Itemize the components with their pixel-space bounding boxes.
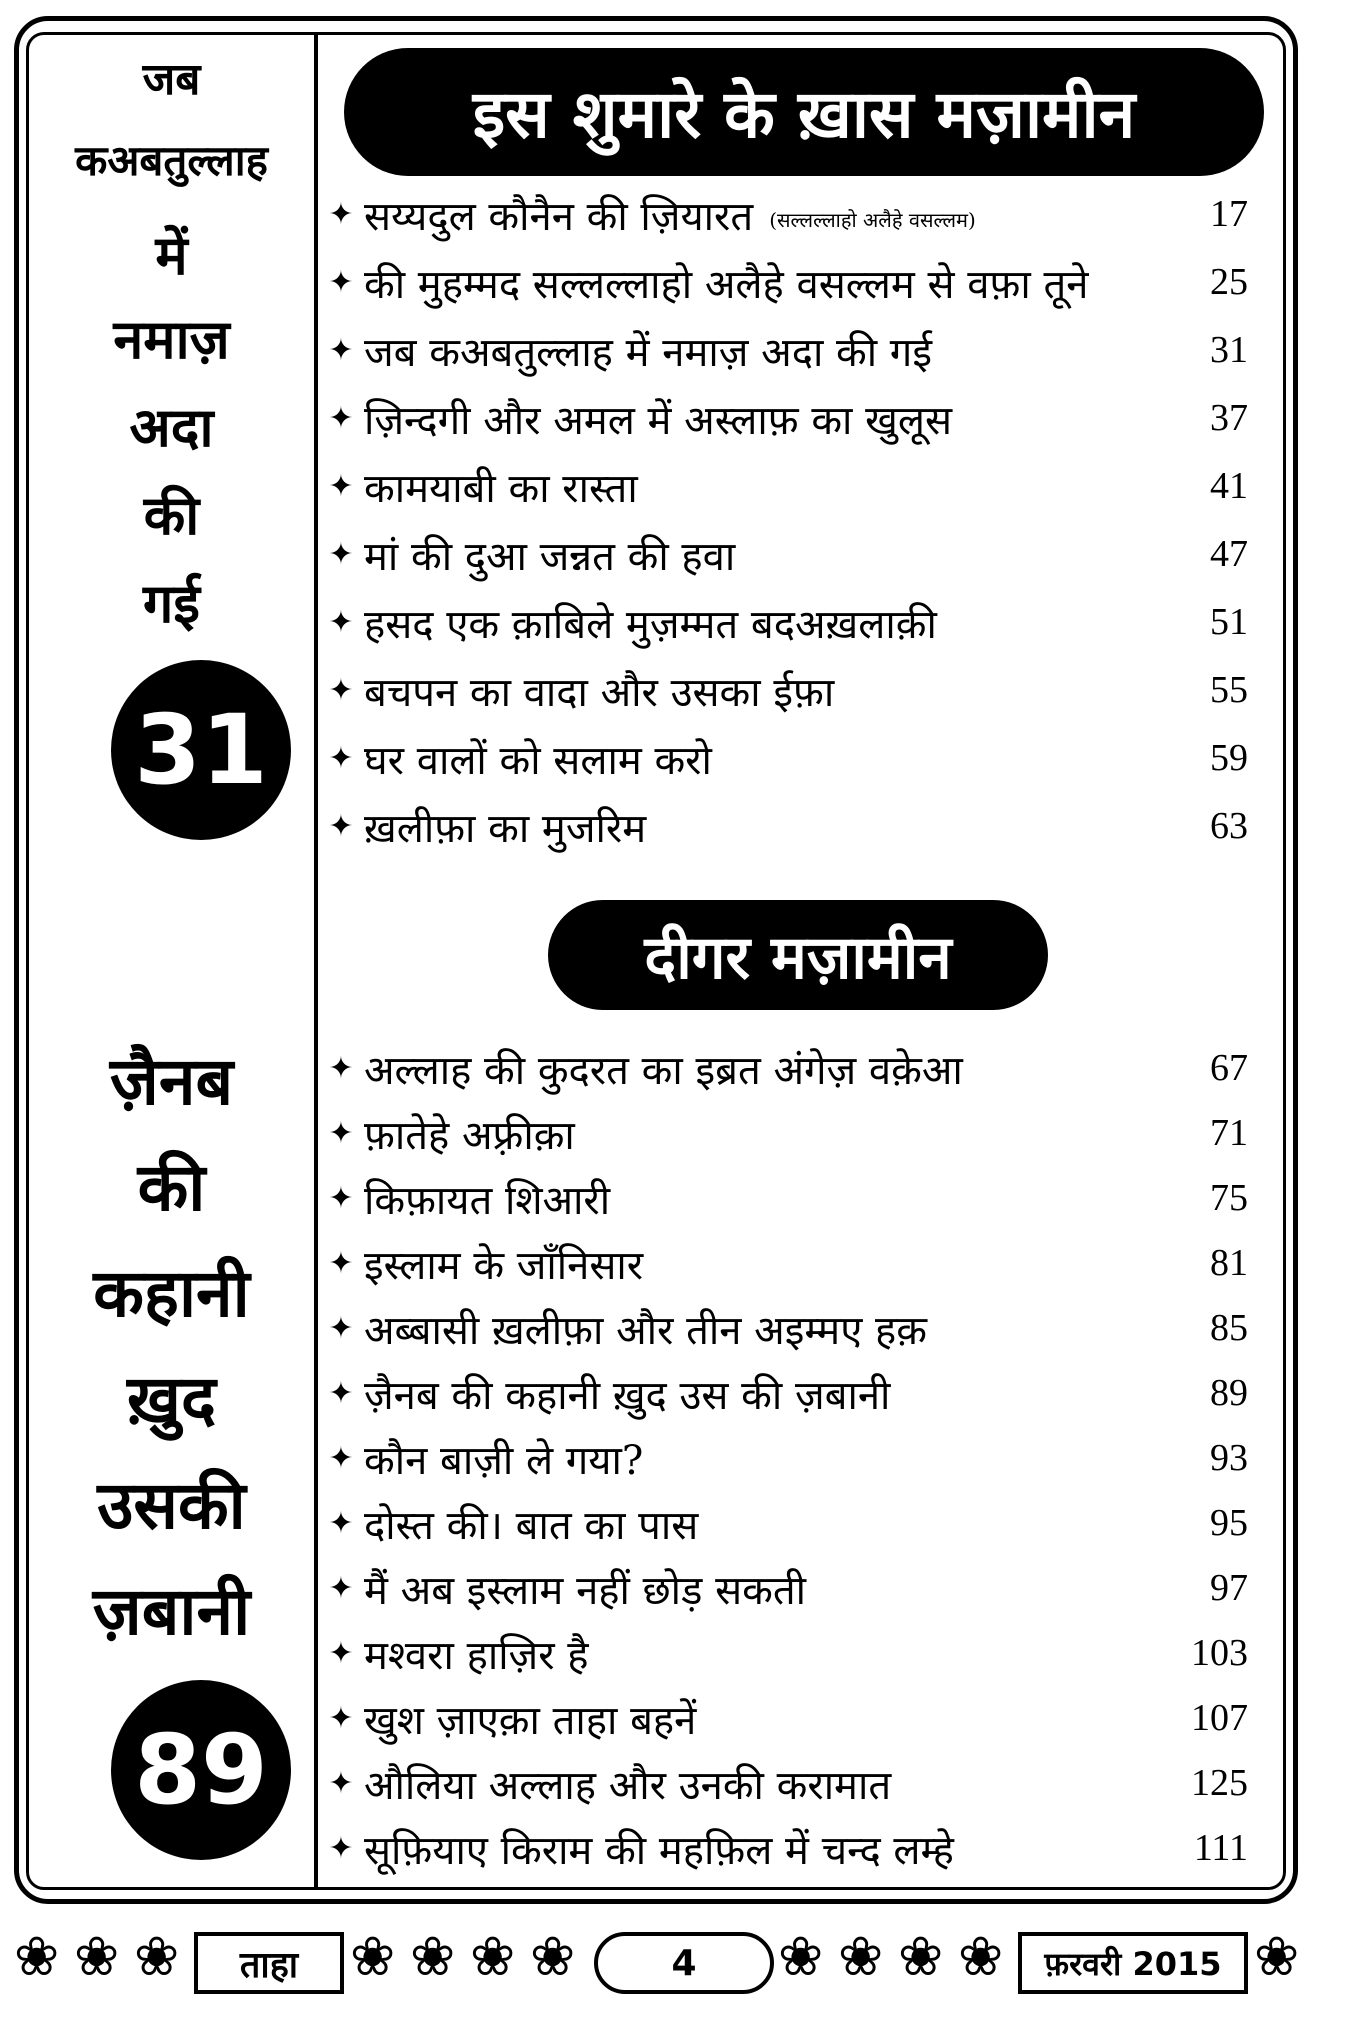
toc-title-text: सूफ़ियाए किराम की महफ़िल में चन्द लम्हे — [364, 1827, 954, 1874]
left-word: अदा — [129, 395, 214, 459]
toc-row — [318, 1495, 1278, 1551]
toc-page-number: 85 — [1210, 1307, 1248, 1349]
toc-page-number: 51 — [1210, 601, 1248, 643]
toc-page-number: 95 — [1210, 1502, 1248, 1544]
toc-row — [318, 1690, 1278, 1746]
toc-page-number: 71 — [1210, 1112, 1248, 1154]
toc-title-text: की मुहम्मद सल्लल्लाहो अलैहे वसल्लम से वफ़ा तूने — [364, 261, 1089, 308]
toc-page-number: 97 — [1210, 1567, 1248, 1609]
toc-title-text: ज़िन्दगी और अमल में अस्लाफ़ का खुलूस — [364, 397, 953, 444]
toc-row — [318, 1625, 1278, 1681]
toc-page-number: 67 — [1210, 1047, 1248, 1089]
toc-title — [364, 595, 1158, 650]
toc-row — [318, 526, 1278, 582]
toc-page-number: 63 — [1210, 805, 1248, 847]
left-word: ज़ैनब — [109, 1042, 234, 1120]
left-word: जब — [142, 54, 201, 105]
bullet-icon: ✦ — [328, 740, 354, 776]
toc-title — [364, 1301, 1158, 1356]
footer — [14, 1918, 1314, 2008]
toc-page-number: 37 — [1210, 397, 1248, 439]
toc-title-text: मां की दुआ जन्नत की हवा — [364, 533, 736, 580]
toc-title-text: अब्बासी ख़लीफ़ा और तीन अइम्मए हक़ — [364, 1307, 928, 1354]
bullet-icon: ✦ — [328, 1635, 354, 1671]
toc-title-text: किफ़ायत शिआरी — [364, 1177, 611, 1224]
bullet-icon: ✦ — [328, 1440, 354, 1476]
toc-page-number: 89 — [1210, 1372, 1248, 1414]
bullet-icon: ✦ — [328, 400, 354, 436]
flower-icon: ❀ — [134, 1925, 180, 1988]
toc-title — [364, 1756, 1158, 1811]
bullet-icon: ✦ — [328, 1375, 354, 1411]
flower-icon: ❀ — [898, 1925, 944, 1988]
toc-title-text: खुश ज़ाएक़ा ताहा बहनें — [364, 1697, 697, 1744]
toc-title-note: (सल्लल्लाहो अलैहे वसल्लम) — [769, 208, 976, 232]
toc-row — [318, 594, 1278, 650]
left-word: ख़ुद — [126, 1360, 217, 1438]
bullet-icon: ✦ — [328, 1115, 354, 1151]
toc-title-text: इस्लाम के जाँनिसार — [364, 1242, 644, 1289]
toc-title — [364, 1431, 1158, 1486]
toc-page-number: 107 — [1191, 1697, 1248, 1739]
toc-title — [364, 1691, 1158, 1746]
toc-title-text: जब कअबतुल्लाह में नमाज़ अदा की गई — [364, 329, 932, 376]
toc-title-text: औलिया अल्लाह और उनकी करामात — [364, 1762, 892, 1809]
flower-icon: ❀ — [74, 1925, 120, 1988]
toc-title-text: घर वालों को सलाम करो — [364, 737, 712, 784]
toc-title — [364, 799, 1158, 854]
toc-row — [318, 1040, 1278, 1096]
toc-row — [318, 390, 1278, 446]
toc-row — [318, 186, 1278, 242]
toc-page-number: 59 — [1210, 737, 1248, 779]
toc-page-number: 55 — [1210, 669, 1248, 711]
toc-row — [318, 1365, 1278, 1421]
toc-title-text: ज़ैनब की कहानी ख़ुद उस की ज़बानी — [364, 1372, 891, 1419]
flower-icon: ❀ — [410, 1925, 456, 1988]
toc-row — [318, 458, 1278, 514]
toc-page-number: 111 — [1193, 1827, 1248, 1869]
toc-row — [318, 1170, 1278, 1226]
toc-title — [364, 1106, 1158, 1161]
bullet-icon: ✦ — [328, 196, 354, 232]
left-word: की — [137, 1148, 206, 1226]
toc-page-number: 31 — [1210, 329, 1248, 371]
left-word: ज़बानी — [92, 1572, 251, 1650]
magazine-name: ताहा — [194, 1932, 344, 1994]
toc-page-number: 41 — [1210, 465, 1248, 507]
page-number: 4 — [594, 1932, 774, 1994]
left-word: कहानी — [93, 1254, 250, 1332]
special-section-header: इस शुमारे के ख़ास मज़ामीन — [344, 48, 1264, 176]
toc-title-text: बचपन का वादा और उसका ईफ़ा — [364, 669, 835, 716]
toc-title-text: ख़लीफ़ा का मुजरिम — [364, 805, 647, 852]
bullet-icon: ✦ — [328, 1505, 354, 1541]
toc-title-text: कामयाबी का रास्ता — [364, 465, 638, 512]
bullet-icon: ✦ — [328, 1700, 354, 1736]
toc-page-number: 125 — [1191, 1762, 1248, 1804]
bullet-icon: ✦ — [328, 1050, 354, 1086]
toc-page-number: 17 — [1210, 193, 1248, 235]
left-word: नमाज़ — [113, 307, 230, 371]
toc-row — [318, 1560, 1278, 1616]
bullet-icon: ✦ — [328, 604, 354, 640]
bullet-icon: ✦ — [328, 1830, 354, 1866]
page-circle-31: 31 — [111, 660, 291, 840]
bullet-icon: ✦ — [328, 332, 354, 368]
toc-page-number: 103 — [1191, 1632, 1248, 1674]
toc-title — [364, 1821, 1158, 1876]
bullet-icon: ✦ — [328, 1765, 354, 1801]
toc-row — [318, 254, 1278, 310]
bullet-icon: ✦ — [328, 264, 354, 300]
bullet-icon: ✦ — [328, 1180, 354, 1216]
toc-page-number: 75 — [1210, 1177, 1248, 1219]
toc-title-text: अल्लाह की कुदरत का इब्रत अंगेज़ वक़ेआ — [364, 1047, 963, 1094]
toc-page-number: 81 — [1210, 1242, 1248, 1284]
bullet-icon: ✦ — [328, 536, 354, 572]
toc-title — [364, 323, 1158, 378]
toc-title — [364, 1171, 1158, 1226]
toc-page-number: 25 — [1210, 261, 1248, 303]
toc-row — [318, 798, 1278, 854]
toc-row — [318, 1755, 1278, 1811]
toc-title — [364, 1626, 1158, 1681]
toc-page-number: 47 — [1210, 533, 1248, 575]
other-section-header: दीगर मज़ामीन — [548, 900, 1048, 1010]
flower-icon: ❀ — [958, 1925, 1004, 1988]
toc-page-number: 93 — [1210, 1437, 1248, 1479]
left-word: में — [155, 223, 188, 287]
flower-icon: ❀ — [838, 1925, 884, 1988]
flower-icon: ❀ — [470, 1925, 516, 1988]
toc-title-text: दोस्त की। बात का पास — [364, 1502, 699, 1549]
toc-title — [364, 1496, 1158, 1551]
flower-icon: ❀ — [14, 1925, 60, 1988]
toc-title — [364, 255, 1158, 310]
toc-row — [318, 1300, 1278, 1356]
toc-row — [318, 1430, 1278, 1486]
bullet-icon: ✦ — [328, 468, 354, 504]
toc-row — [318, 1820, 1278, 1876]
toc-title — [364, 731, 1158, 786]
bullet-icon: ✦ — [328, 1570, 354, 1606]
toc-title-text: मैं अब इस्लाम नहीं छोड़ सकती — [364, 1567, 807, 1614]
bullet-icon: ✦ — [328, 1245, 354, 1281]
toc-title — [364, 459, 1158, 514]
toc-title-text: कौन बाज़ी ले गया? — [364, 1437, 644, 1484]
flower-icon: ❀ — [1254, 1925, 1300, 1988]
toc-title — [364, 1041, 1158, 1096]
left-word: उसकी — [97, 1466, 246, 1544]
toc-title — [364, 391, 1158, 446]
bullet-icon: ✦ — [328, 808, 354, 844]
left-word: गई — [143, 571, 200, 635]
toc-row — [318, 1105, 1278, 1161]
toc-title — [364, 1236, 1158, 1291]
toc-row — [318, 730, 1278, 786]
toc-row — [318, 322, 1278, 378]
bullet-icon: ✦ — [328, 1310, 354, 1346]
page-circle-89: 89 — [111, 1680, 291, 1860]
toc-title — [364, 187, 1158, 242]
flower-icon: ❀ — [350, 1925, 396, 1988]
left-word: कअबतुल्लाह — [75, 136, 268, 185]
left-word: की — [143, 483, 200, 547]
toc-title-text: फ़ातेहे अफ़्रीक़ा — [364, 1112, 575, 1159]
issue-date: फ़रवरी 2015 — [1018, 1932, 1248, 1994]
toc-title-text: मश्वरा हाज़िर है — [364, 1632, 589, 1679]
toc-title — [364, 663, 1158, 718]
bullet-icon: ✦ — [328, 672, 354, 708]
toc-title — [364, 527, 1158, 582]
toc-title-text: हसद एक क़ाबिले मुज़म्मत बदअख़लाक़ी — [364, 601, 937, 648]
toc-title — [364, 1366, 1158, 1421]
toc-row — [318, 662, 1278, 718]
toc-title-text: सय्यदुल कौनैन की ज़ियारत — [364, 193, 754, 240]
flower-icon: ❀ — [530, 1925, 576, 1988]
toc-title — [364, 1561, 1158, 1616]
flower-icon: ❀ — [778, 1925, 824, 1988]
toc-row — [318, 1235, 1278, 1291]
